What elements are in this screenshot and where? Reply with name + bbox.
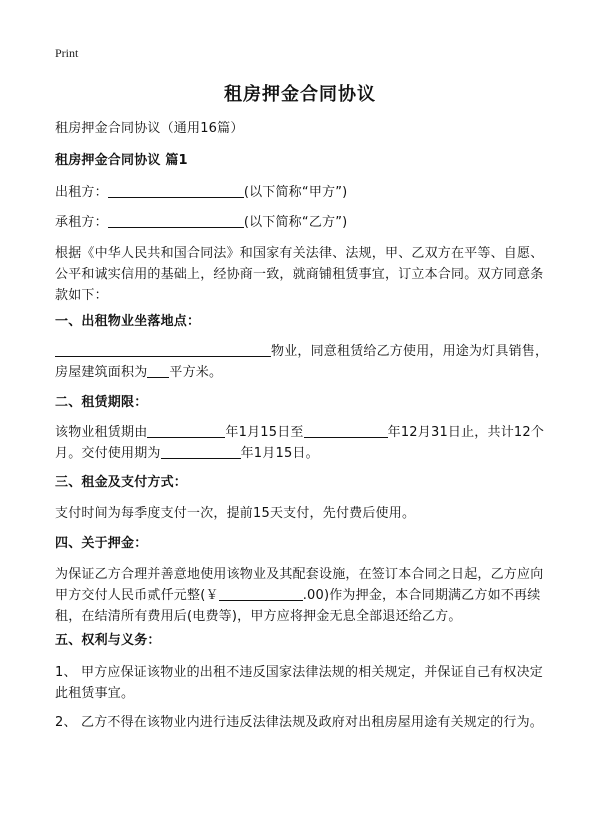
clause1-heading: 一、出租物业坐落地点： — [55, 314, 201, 329]
clause4-t2: .00)作为押金，本合同期满乙方如不再续租，在结清所有费用后(电费等)，甲方应将押金无息全部退还给乙方。 — [55, 588, 541, 624]
clause2-t2: 年1月15日至 — [225, 425, 304, 440]
party-b-blank — [108, 213, 244, 228]
clause4-text — [55, 564, 550, 627]
party-b-suffix: (以下简称“乙方”) — [243, 215, 348, 230]
clause2-heading: 二、租赁期限： — [55, 395, 148, 410]
clause3-heading: 三、租金及支付方式： — [55, 475, 188, 490]
clause4-heading: 四、关于押金： — [55, 536, 148, 551]
party-b-line — [55, 212, 550, 233]
intro-paragraph: 根据《中华人民共和国合同法》和国家有关法律、法规，甲、乙双方在平等、自愿、公平和诚实信用的基础上，经协商一致，就商铺租赁事宜，订立本合同。双方同意条款如下： — [55, 246, 544, 303]
clause4-amount-blank — [219, 586, 303, 601]
section-heading: 租房押金合同协议 篇1 — [55, 153, 188, 168]
clause1-text — [55, 341, 550, 383]
party-a-blank — [108, 183, 244, 198]
document-title: 租房押金合同协议 — [224, 84, 376, 105]
clause2-t4: 年1月15日。 — [240, 446, 319, 461]
clause5-item2: 2、 乙方不得在该物业内进行违反法律法规及政府对出租房屋用途有关规定的行为。 — [55, 715, 544, 730]
clause4-t1: 为保证乙方合理并善意地使用该物业及其配套设施，在签订本合同之日起，乙方应向甲方交付人民币贰仟元整(￥ — [55, 567, 544, 603]
clause2-text — [55, 422, 550, 464]
clause1-text-b: 平方米。 — [169, 365, 223, 380]
clause5-item1: 1、 甲方应保证该物业的出租不违反国家法律法规的相关规定，并保证自己有权决定此租赁事宜。 — [55, 665, 544, 701]
party-a-label: 出租方： — [55, 185, 108, 200]
party-a-line — [55, 182, 550, 203]
clause2-t3: 年12月31日止，共计12个月。交付使用期为 — [55, 425, 545, 461]
print-link[interactable]: Print — [55, 46, 79, 60]
clause5-heading: 五、权利与义务： — [55, 633, 161, 648]
clause2-delivery-year-blank — [161, 444, 241, 459]
clause2-t1: 该物业租赁期由 — [55, 425, 148, 440]
clause2-end-year-blank — [304, 423, 388, 438]
clause1-text-a: 物业，同意租赁给乙方使用，用途为灯具销售，房屋建筑面积为 — [55, 344, 549, 380]
party-b-label: 承租方： — [55, 215, 108, 230]
document-subtitle: 租房押金合同协议（通用16篇） — [55, 121, 244, 136]
clause1-location-blank — [55, 342, 271, 357]
clause1-area-blank — [147, 363, 169, 378]
clause2-start-year-blank — [147, 423, 225, 438]
clause3-text: 支付时间为每季度支付一次，提前15天支付，先付费后使用。 — [55, 506, 416, 521]
party-a-suffix: (以下简称“甲方”) — [243, 185, 348, 200]
